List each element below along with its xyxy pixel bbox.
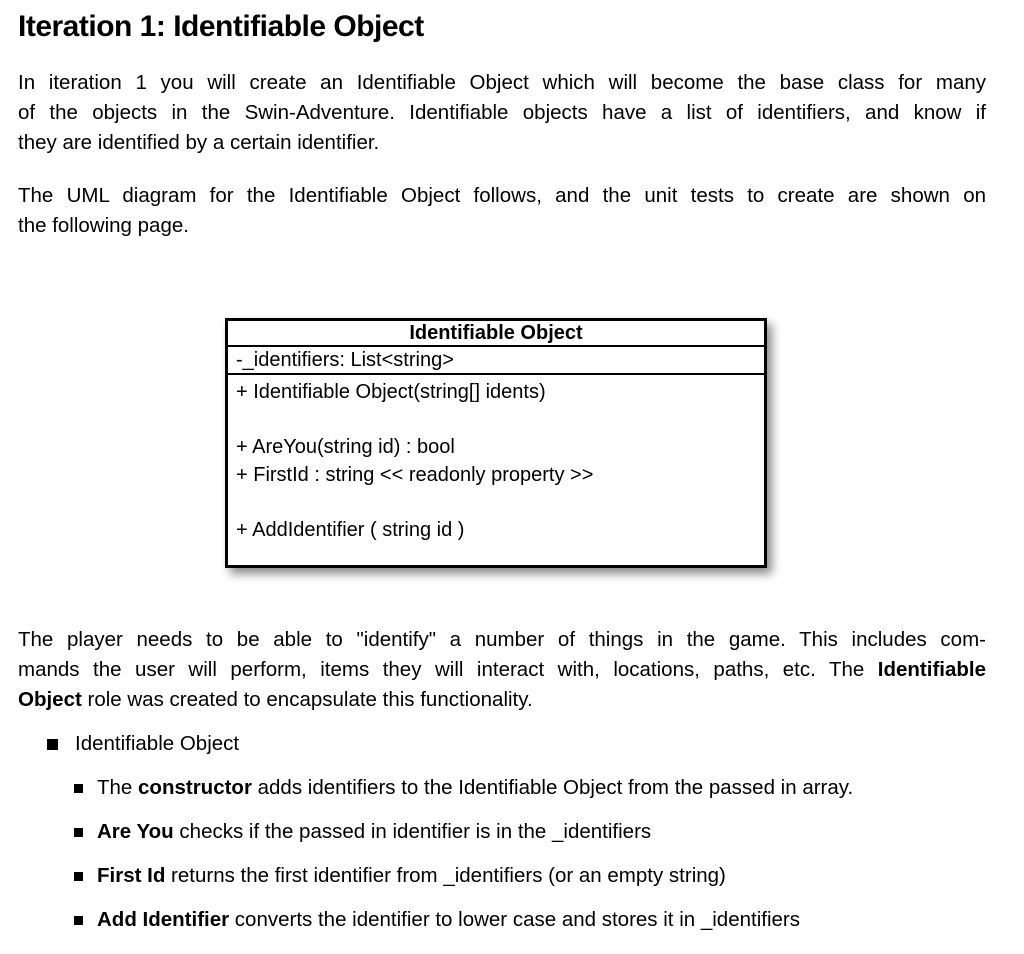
- subitem-run-bold: Are You: [97, 820, 174, 843]
- list-subitem-label: [97, 861, 986, 891]
- uml-attribute: -_identifiers: List<string>: [236, 349, 454, 371]
- paragraph-line: the following page.: [18, 214, 189, 237]
- uml-method: + FirstId : string << readonly property >>: [236, 463, 594, 486]
- paragraph-line: The player needs to be able to "identify" a number of things in the game. This includes com-: [18, 628, 986, 651]
- subitem-run: checks if the passed in identifier is in the _identifiers: [173, 820, 652, 843]
- uml-method: + Identifiable Object(string[] idents): [236, 381, 546, 403]
- uml-class-name: Identifiable Object: [228, 321, 764, 347]
- paragraph-run-bold: Object: [18, 688, 82, 711]
- list-subitem: [18, 861, 986, 891]
- subitem-run: converts the identifier to lower case and stores it in _identifiers: [229, 908, 800, 931]
- list-item: [18, 729, 986, 759]
- paragraph-line: of the objects in the Swin-Adventure. Identifiable objects have a list of identifiers, and know if: [18, 101, 986, 124]
- bullet-square-icon: [74, 784, 83, 793]
- intro-paragraph: [18, 68, 986, 158]
- paragraph-line: The UML diagram for the Identifiable Object follows, and the unit tests to create are shown on: [18, 184, 986, 207]
- subitem-run: The: [97, 776, 139, 799]
- list-subitem-label: [97, 905, 986, 935]
- bullet-square-icon: [74, 872, 83, 881]
- subitem-run: returns the first identifier from _identifiers (or an empty string): [165, 864, 726, 887]
- uml-method-spacer: [236, 489, 764, 517]
- list-subitem: [18, 905, 986, 935]
- list-item-label: Identifiable Object: [75, 732, 240, 755]
- list-subitem: [18, 773, 986, 803]
- paragraph-run: role was created to encapsulate this functionality.: [81, 688, 533, 711]
- page-title: Iteration 1: Identifiable Object: [18, 10, 424, 43]
- subitem-run-bold: constructor: [138, 776, 252, 799]
- list-subitem: [18, 817, 986, 847]
- uml-method-spacer: [236, 407, 764, 435]
- description-paragraph: [18, 625, 986, 715]
- subitem-run-bold: First Id: [97, 864, 166, 887]
- list-subitem-label: [97, 817, 986, 847]
- uml-method: + AddIdentifier ( string id ): [236, 518, 465, 541]
- paragraph-run-bold: Identifiable: [877, 658, 986, 681]
- bullet-square-icon: [74, 916, 83, 925]
- paragraph-line: [18, 685, 986, 715]
- uml-intro-paragraph: [18, 181, 986, 241]
- paragraph-line: [18, 655, 986, 685]
- uml-methods-compartment: [228, 375, 764, 544]
- bullet-square-icon: [47, 739, 58, 750]
- list-subitem-label: [97, 773, 986, 803]
- bullet-square-icon: [74, 828, 83, 837]
- uml-method: + AreYou(string id) : bool: [236, 436, 455, 458]
- subitem-run: adds identifiers to the Identifiable Object from the passed in array.: [251, 776, 854, 799]
- uml-attributes-compartment: [228, 347, 764, 375]
- paragraph-run: mands the user will perform, items they will interact with, locations, paths, etc. The: [18, 658, 878, 681]
- paragraph-line: In iteration 1 you will create an Identifiable Object which will become the base class for many: [18, 71, 986, 94]
- feature-list: [18, 729, 986, 935]
- paragraph-line: they are identified by a certain identifier.: [18, 131, 380, 154]
- uml-class-diagram: [225, 318, 767, 568]
- subitem-run-bold: Add Identifier: [97, 908, 230, 931]
